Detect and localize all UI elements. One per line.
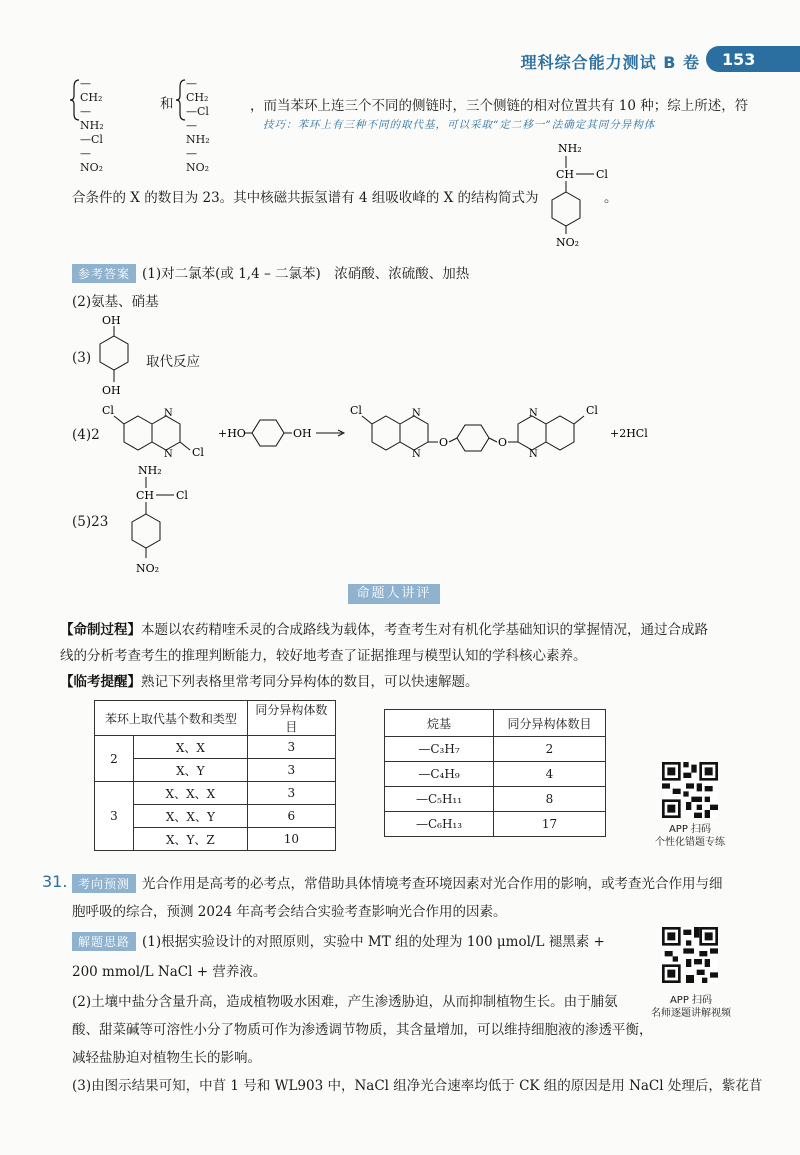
t2-cell: 17 [494, 812, 606, 837]
left-sub-2: —Cl [80, 133, 103, 146]
t1-cell: 3 [247, 759, 335, 782]
t1-cell: X、X [134, 736, 248, 759]
answer-line-1 [72, 262, 469, 283]
formula-text-after: ，而当苯环上连三个不同的侧链时，三个侧链的相对位置共有 10 种；综上所述，符 [250, 98, 749, 114]
qr2-caption [636, 994, 746, 1020]
t2-header-2: 同分异构体数目 [494, 710, 606, 737]
answer-4-label: (4)2 [72, 427, 100, 443]
t1-cell: 6 [247, 805, 335, 828]
process-line-1 [60, 618, 708, 638]
a5-no2: NO₂ [136, 562, 160, 575]
conclusion-end: 。 [604, 190, 618, 206]
t1-cell: 3 [247, 782, 335, 805]
hq-oh-top: OH [102, 314, 121, 327]
t1-cell: X、Y [134, 759, 248, 782]
x-ch: CH [556, 168, 575, 181]
q31-line-3 [72, 930, 605, 951]
r-n1: N [164, 408, 173, 419]
answer-3-label: (3) [72, 350, 92, 366]
reminder-label: 【临考提醒】 [60, 674, 141, 690]
r-cl2: Cl [192, 446, 204, 459]
q31-text-1: 光合作用是高考的必考点，常借助具体情境考查环境因素对光合作用的影响，或考查光合作用与细 [142, 876, 723, 892]
right-sub-1: —CH₂—Cl [186, 77, 209, 118]
and-text: 和 [160, 96, 174, 112]
process-line-2: 线的分析考查考生的推理判断能力，较好地考查了证据推理与模型认知的学科核心素养。 [60, 648, 587, 664]
right-sub-3: —NO₂ [186, 147, 210, 174]
r-cl1: Cl [102, 404, 114, 417]
t2-cell: —C₄H₉ [385, 762, 494, 787]
q31-line-6: 酸、甜菜碱等可溶性小分了物质可作为渗透调节物质，其含量增加，可以维持细胞液的渗透平衡， [72, 1022, 653, 1038]
process-label: 【命制过程】 [60, 622, 141, 638]
t2-cell: —C₅H₁₁ [385, 787, 494, 812]
q31-line-5: (2)土壤中盐分含量升高，造成植物吸水困难，产生渗透胁迫，从而抑制植物生长。由于脯氨 [72, 994, 618, 1010]
p-hcl: +2HCl [610, 427, 648, 440]
r-n2: N [164, 449, 173, 460]
t2-cell: 2 [494, 737, 606, 762]
qr-code-video-icon[interactable] [662, 927, 718, 983]
hq-oh-bottom: OH [102, 384, 121, 397]
t1-cell: X、X、Y [134, 805, 248, 828]
q31-s1a: (1)根据实验设计的对照原则，实验中 MT 组的处理为 100 μmol/L 褪黑素 + [142, 934, 605, 950]
x-nh2: NH₂ [558, 142, 582, 155]
left-sub-1: —CH₂—NH₂ [80, 77, 104, 132]
p-n1: N [412, 408, 421, 419]
reminder-text: 熟记下列表格里常考同分异构体的数目，可以快速解题。 [141, 674, 479, 690]
t1-header-2: 同分异构体数目 [247, 701, 335, 736]
t2-header-1: 烷基 [385, 710, 494, 737]
reaction-equation [92, 400, 692, 462]
t1-cell: X、Y、Z [134, 828, 248, 851]
t1-cell: 3 [247, 736, 335, 759]
answer-badge: 参考答案 [72, 264, 136, 283]
r-plus-ho: +HO [218, 427, 246, 440]
qr2-caption-line2: 名师逐题讲解视频 [651, 1008, 731, 1019]
t1-cell: 10 [247, 828, 335, 851]
x-no2: NO₂ [556, 236, 580, 249]
q31-line-4: 200 mmol/L NaCl + 营养液。 [72, 964, 267, 980]
p-n2: N [412, 449, 421, 460]
answer-1-text: (1)对二氯苯(或 1,4 – 二氯苯) 浓硝酸、浓硫酸、加热 [142, 266, 470, 282]
t1-count-2: 2 [95, 736, 134, 782]
qr1-caption-line2: 个性化错题专练 [655, 837, 725, 848]
t2-cell: 8 [494, 787, 606, 812]
q31-line-2: 胞呼吸的综合，预测 2024 年高考会结合实验考查影响光合作用的因素。 [72, 904, 507, 920]
qr1-caption [644, 823, 736, 849]
commentary-banner: 命题人讲评 [348, 584, 440, 604]
reminder-line [60, 670, 479, 690]
forecast-badge: 考向预测 [72, 874, 136, 893]
t1-header-1: 苯环上取代基个数和类型 [95, 701, 248, 736]
q31-line-7: 减轻盐胁迫对植物生长的影响。 [72, 1050, 261, 1066]
answer-line-2: (2)氨基、硝基 [72, 294, 159, 310]
solution-badge: 解题思路 [72, 932, 136, 951]
question-number: 31. [42, 872, 68, 891]
p-o2: O [498, 436, 508, 449]
qr-code-icon[interactable] [662, 762, 718, 818]
q31-line-1 [72, 872, 723, 893]
hydroquinone-structure [92, 312, 136, 398]
t2-cell: 4 [494, 762, 606, 787]
t1-cell: X、X、X [134, 782, 248, 805]
t2-cell: —C₆H₁₃ [385, 812, 494, 837]
qr1-caption-line1: APP 扫码 [668, 824, 712, 835]
right-sub-2: —NH₂ [186, 119, 210, 146]
isomer-table-alkyl [384, 709, 606, 837]
a5-ch: CH [136, 489, 155, 502]
p-cl1: Cl [350, 404, 362, 417]
r-oh: OH [293, 427, 312, 440]
conclusion-text: 合条件的 X 的数目为 23。其中核磁共振氢谱有 4 组吸收峰的 X 的结构简式为 [72, 190, 539, 206]
header-title: 理科综合能力测试 B 卷 [520, 53, 700, 72]
t1-count-3: 3 [95, 782, 134, 851]
x-cl: Cl [596, 168, 608, 181]
p-o1: O [439, 436, 449, 449]
a5-cl: Cl [176, 489, 188, 502]
isomer-table-benzene [94, 700, 336, 851]
process-text-1: 本题以农药精喹禾灵的合成路线为载体，考查考生对有机化学基础知识的掌握情况，通过合成路 [141, 622, 708, 638]
page-number: 153 [722, 50, 756, 69]
structure-x [540, 138, 640, 250]
t2-cell: —C₃H₇ [385, 737, 494, 762]
q31-line-8: (3)由图示结果可知，中苜 1 号和 WL903 中，NaCl 组净光合速率均低于 CK 组的原因是用 NaCl 处理后，紫花苜 [72, 1078, 763, 1094]
left-sub-3: —NO₂ [80, 147, 104, 174]
tip-text: 技巧：苯环上有三种不同的取代基，可以采取“定二移一”法确定其同分异构体 [263, 119, 656, 131]
p-cl2: Cl [586, 404, 598, 417]
answer-5-label: (5)23 [72, 514, 109, 530]
structure-x-answer [128, 460, 218, 576]
p-n3: N [529, 408, 538, 419]
answer-3-text: 取代反应 [146, 354, 200, 370]
a5-nh2: NH₂ [138, 464, 162, 477]
p-n4: N [529, 449, 538, 460]
qr2-caption-line1: APP 扫码 [669, 995, 713, 1006]
